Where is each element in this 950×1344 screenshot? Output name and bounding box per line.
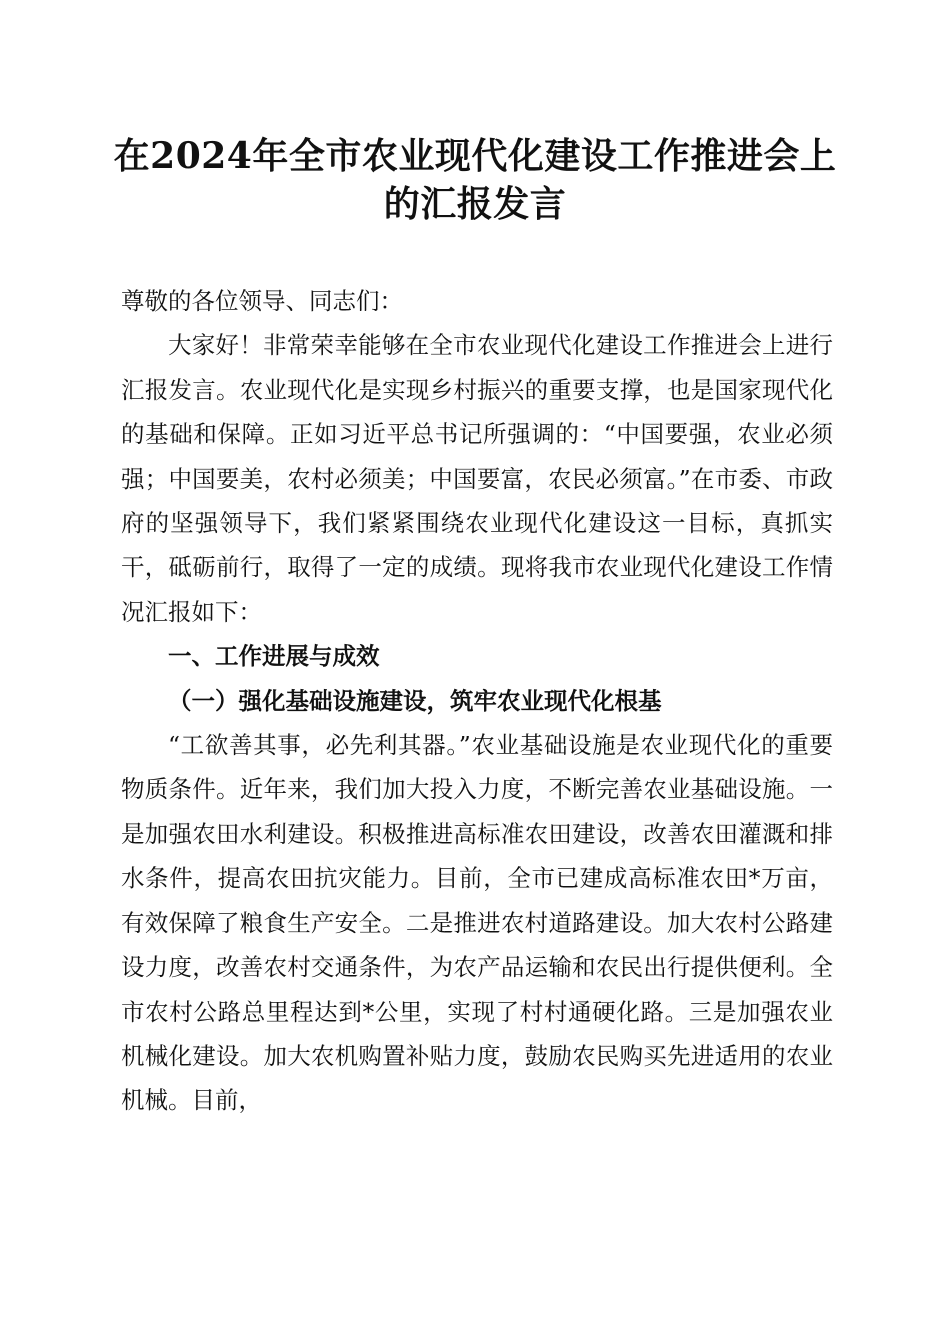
salutation: 尊敬的各位领导、同志们： xyxy=(121,287,403,315)
document-title xyxy=(110,132,840,228)
title-line-2: 的汇报发言 xyxy=(383,183,567,225)
title-line-1: 在2024年全市农业现代化建设工作推进会上 xyxy=(113,135,837,177)
subsection-heading: （一）强化基础设施建设，筑牢农业现代化根基 xyxy=(168,686,662,715)
intro-paragraph: 大家好！非常荣幸能够在全市农业现代化建设工作推进会上进行汇报发言。农业现代化是实现乡村振兴的重要支撑，也是国家现代化的基础和保障。正如习近平总书记所强调的：“中国要强，农业必须强；中国要美，农村必须美；中国要富，农民必须富。”在市委、市政府的坚强领导下，我们紧紧围绕农业现代化建设这一目标，真抓实干，砥砺前行，取得了一定的成绩。现将我市农业现代化建设工作情况汇报如下： xyxy=(121,331,833,626)
body-paragraph: “工欲善其事，必先利其器。”农业基础设施是农业现代化的重要物质条件。近年来，我们加大投入力度，不断完善农业基础设施。一是加强农田水利建设。积极推进高标准农田建设，改善农田灌溉和排水条件，提高农田抗灾能力。目前，全市已建成高标准农田*万亩，有效保障了粮食生产安全。二是推进农村道路建设。加大农村公路建设力度，改善农村交通条件，为农产品运输和农民出行提供便利。全市农村公路总里程达到*公里，实现了村村通硬化路。三是加强农业机械化建设。加大农机购置补贴力度，鼓励农民购买先进适用的农业机械。目前， xyxy=(121,731,833,1115)
document-body xyxy=(121,279,833,1123)
section-heading: 一、工作进展与成效 xyxy=(168,642,380,671)
